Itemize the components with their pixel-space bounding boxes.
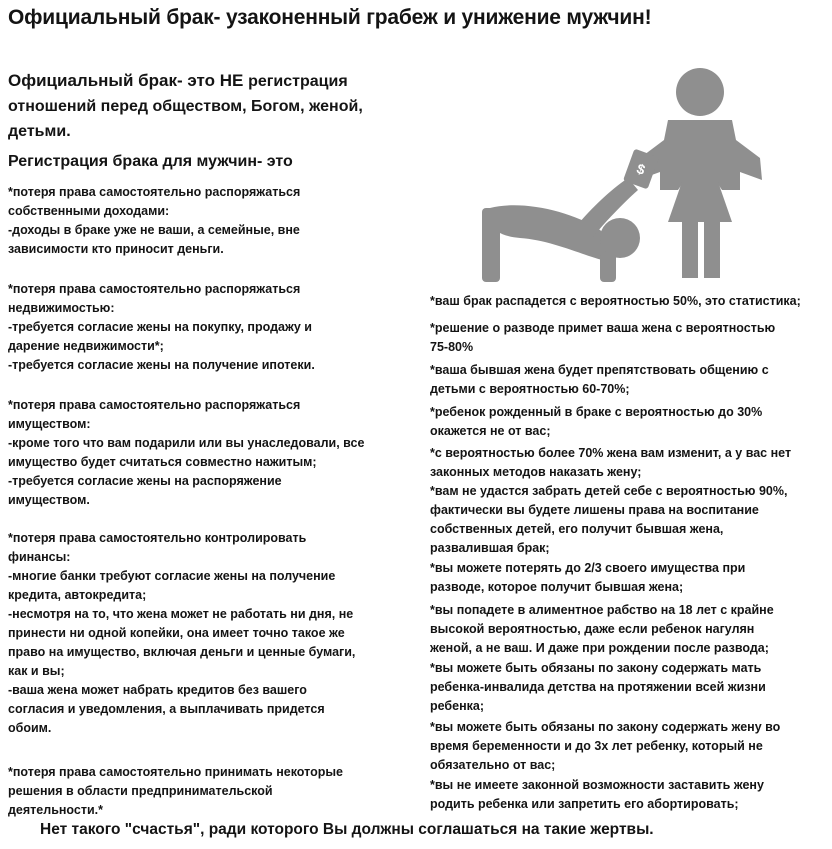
left-block-income: *потеря права самостоятельно распоряжаться собственными доходами: -доходы в браке уже не ваши, а семейные, вне зависимости кто приносит деньги. — [8, 185, 301, 256]
right-item-disabled-child: *вы можете быть обязаны по закону содержать мать ребенка-инвалида детства на протяжении всей жизни ребенка; — [430, 661, 766, 713]
right-item-divorce-initiator: *решение о разводе примет ваша жена с вероятностью 75-80% — [430, 321, 776, 354]
right-item-divorce-rate: *ваш брак распадется с вероятностью 50%, это статистика; — [430, 294, 801, 308]
page-title: Официальный брак- узаконенный грабеж и унижение мужчин! — [8, 6, 652, 29]
woman-head — [676, 68, 724, 116]
man-hand — [600, 252, 616, 282]
footer-statement: Нет такого "счастья", ради которого Вы должны соглашаться на такие жертвы. — [40, 821, 654, 838]
right-item-paternity: *ребенок рожденный в браке с вероятностью до 30% окажется не от вас; — [430, 405, 763, 438]
left-block-finance: *потеря права самостоятельно контролировать финансы: -многие банки требуют согласие жены на получение кредита, автокредита; -несмотря на то, что жена может не работать ни дня, не принести ни одной копейки, она имеет точно такое же право на имущество, включая деньги и ценные бумаги, как и вы; -ваша жена может набрать кредитов без вашего согласия и уведомления, а выплачивать придется обоим. — [8, 531, 356, 735]
lead-statement — [8, 68, 408, 144]
lead-part-2: регистрация отношений перед обществом, Богом, женой, детьми. — [8, 73, 363, 140]
woman-leg-right — [704, 220, 720, 278]
illustration-kneeling-man-standing-woman — [460, 40, 830, 290]
right-item-property-loss: *вы можете потерять до 2/3 своего имущества при разводе, которое получит бывшая жена; — [430, 561, 746, 594]
subheading: Регистрация брака для мужчин- это — [8, 153, 293, 170]
right-item-alimony: *вы попадете в алиментное рабство на 18 лет с крайне высокой вероятностью, даже если ребенок нагулян женой, а не ваш. И даже при рождении после развода; — [430, 603, 774, 655]
right-item-pregnancy-support: *вы можете быть обязаны по закону содержать жену во время беременности и до 3х лет ребенку, который не обязательно от вас; — [430, 720, 781, 772]
wallet-symbol: $ — [634, 160, 648, 178]
left-block-business: *потеря права самостоятельно принимать некоторые решения в области предпринимательской деятельности.* — [8, 765, 343, 817]
lead-part-1: Официальный брак- это НЕ — [8, 71, 249, 90]
right-item-children-contact: *ваша бывшая жена будет препятствовать общению с детьми с вероятностью 60-70%; — [430, 363, 769, 396]
left-block-property: *потеря права самостоятельно распоряжаться имуществом: -кроме того что вам подарили или вы унаследовали, все имущество будет считаться совместно нажитым; -требуется согласие жены на распоряжение имуществом. — [8, 398, 365, 507]
left-block-realty: *потеря права самостоятельно распоряжаться недвижимостью: -требуется согласие жены на покупку, продажу и дарение недвижимости*; -требуется согласие жены на получение ипотеки. — [8, 282, 315, 372]
right-item-abortion: *вы не имеете законной возможности заставить жену родить ребенка или запретить его абортировать; — [430, 778, 764, 811]
right-item-custody: *вам не удастся забрать детей себе с вероятностью 90%, фактически вы будете лишены права на воспитание собственных детей, его получит бывшая жена, развалившая брак; — [430, 484, 788, 555]
right-item-infidelity: *с вероятностью более 70% жена вам изменит, а у вас нет законных методов наказать жену; — [430, 446, 792, 479]
woman-leg-left — [682, 220, 698, 278]
man-leg — [482, 208, 500, 282]
